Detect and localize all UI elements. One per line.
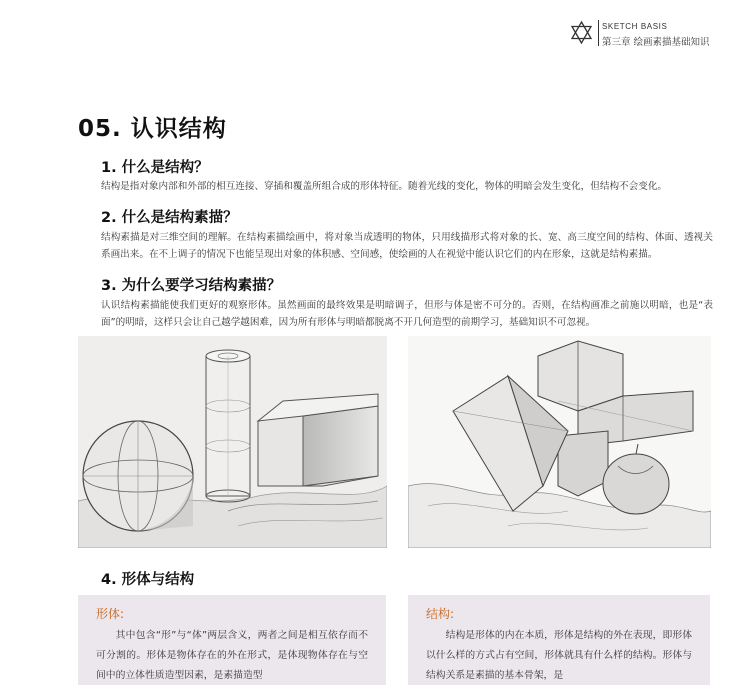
chapter-header: [569, 16, 739, 56]
section-3-heading: 3. 为什么要学习结构素描？: [101, 278, 282, 294]
sketch-sphere-cylinder-cube-image: [78, 336, 387, 548]
header-chapter-title: 第三章 绘画素描基础知识: [602, 37, 710, 48]
form-card-text: 其中包含“形”与“体”两层含义，两者之间是相互依存而不可分割的。形体是物体存在的外在形式，是体现物体存在与空间中的立体性质造型因素，是素描造型: [96, 630, 368, 681]
section-2-text: 结构素描是对三维空间的理解。在结构素描绘画中，将对象当成透明的物体，只用线描形式将对象的长、宽、高三度空间的结构、体面、透视关系画出来。在不上调子的情况下也能呈现出对象的体积感、空间感，使绘画的人在视觉中能认识它们的内在形象，这就是结构素描。: [101, 232, 713, 260]
section-1-text: 结构是指对象内部和外部的相互连接、穿插和覆盖所组合成的形体特征。随着光线的变化，物体的明暗会发生变化，但结构不会变化。: [101, 181, 668, 192]
header-english-title: SKETCH BASIS: [602, 22, 668, 31]
structure-card-text: 结构是形体的内在本质，形体是结构的外在表现，即形体以什么样的方式占有空间，形体就具有什么样的结构。形体与结构关系是素描的基本骨架，是: [426, 630, 692, 681]
header-divider: [598, 20, 599, 46]
form-card: [78, 595, 386, 685]
section-2-heading: 2. 什么是结构素描？: [101, 210, 238, 226]
section-3-text: 认识结构素描能使我们更好的观察形体。虽然画面的最终效果是明暗调子，但形与体是密不可分的。否则，在结构画准之前施以明暗，也是“表面”的明暗，这样只会让自己越学越困难，因为所有形体与明暗都脱离不开几何造型的前期学习，基础知识不可忽视。: [101, 300, 713, 328]
page-title: 05. 认识结构: [78, 116, 227, 142]
form-card-title: 形体:: [96, 607, 125, 621]
structure-card-title: 结构:: [426, 607, 455, 621]
structure-card: [408, 595, 710, 685]
star-of-david-icon: [569, 20, 594, 45]
section-4-heading: 4. 形体与结构: [101, 572, 195, 588]
section-1-heading: 1. 什么是结构？: [101, 160, 209, 176]
sketch-cubes-prism-apple-image: [408, 336, 711, 548]
